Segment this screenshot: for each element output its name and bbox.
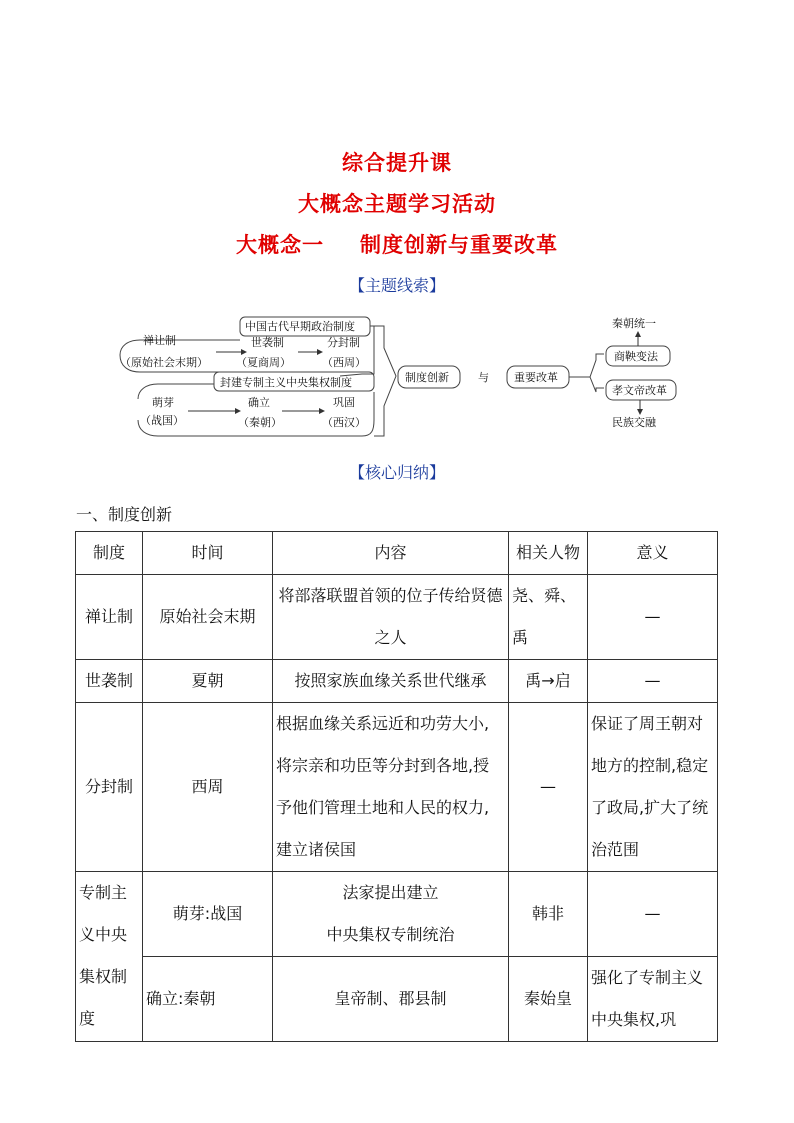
ethnic-fusion-label: 民族交融 <box>612 416 656 429</box>
header-cell: 制度 <box>76 532 143 575</box>
table-header-row <box>76 532 718 575</box>
table-cell: 将部落联盟首领的位子传给贤德之人 <box>273 575 509 660</box>
table-cell: 秦始皇 <box>509 957 588 1042</box>
table-cell: 保证了周王朝对地方的控制,稳定了政局,扩大了统治范围 <box>588 703 718 872</box>
table-cell: 分封制 <box>76 703 143 872</box>
concept-name: 制度创新与重要改革 <box>360 233 558 257</box>
table-cell: — <box>588 872 718 957</box>
table-cell: 世袭制 <box>76 660 143 703</box>
chanrang-label: 禅让制 <box>143 334 176 347</box>
concept-title <box>0 229 794 259</box>
table-cell: 确立:秦朝 <box>143 957 273 1042</box>
table-cell: 专制主义中央集权制度 <box>76 872 143 1042</box>
table-cell: 皇帝制、郡县制 <box>273 957 509 1042</box>
content-line: 中央集权专制统治 <box>326 925 455 944</box>
table-cell: 夏朝 <box>143 660 273 703</box>
table-cell: 强化了专制主义中央集权,巩 <box>588 957 718 1042</box>
shixi-label: 世袭制 <box>251 336 284 349</box>
gonggu-label: 巩固 <box>333 396 355 409</box>
table-cell: 禅让制 <box>76 575 143 660</box>
innovation-label: 制度创新 <box>405 371 449 384</box>
table-row <box>76 957 718 1042</box>
table-row <box>76 575 718 660</box>
content-line: 法家提出建立 <box>342 883 439 902</box>
theme-thread-heading: 【主题线索】 <box>348 276 445 295</box>
table-cell: 韩非 <box>509 872 588 957</box>
header-cell: 内容 <box>273 532 509 575</box>
header-cell: 相关人物 <box>509 532 588 575</box>
activity-title: 大概念主题学习活动 <box>298 192 496 216</box>
chanrang-time: （原始社会末期） <box>120 356 208 369</box>
table-cell: 根据血缘关系远近和功劳大小,将宗亲和功臣等分封到各地,授予他们管理土地和人民的权力,建立诸侯国 <box>273 703 509 872</box>
header-cell: 意义 <box>588 532 718 575</box>
system-innovation-table <box>75 531 718 1042</box>
fenfeng-label: 分封制 <box>327 336 360 349</box>
mengya-time: （战国） <box>140 414 184 427</box>
table-row <box>76 872 718 957</box>
table-cell: 西周 <box>143 703 273 872</box>
and-label: 与 <box>478 371 489 384</box>
table-cell: — <box>509 703 588 872</box>
queli-label: 确立 <box>248 396 270 409</box>
qin-unify-label: 秦朝统一 <box>612 317 656 330</box>
section-one-heading: 一、制度创新 <box>76 505 173 524</box>
feudal-system-label: 封建专制主义中央集权制度 <box>220 376 352 389</box>
table-row <box>76 703 718 872</box>
reform-label: 重要改革 <box>514 371 558 384</box>
shangyang-label: 商鞅变法 <box>614 350 658 363</box>
table-cell: 原始社会末期 <box>143 575 273 660</box>
table-cell: 按照家族血缘关系世代继承 <box>273 660 509 703</box>
shixi-time: （夏商周） <box>236 356 291 369</box>
theme-thread-diagram <box>0 300 794 450</box>
gonggu-time: （西汉） <box>322 416 366 429</box>
table-cell: — <box>588 660 718 703</box>
table-cell: — <box>588 575 718 660</box>
table-cell: 禹→启 <box>509 660 588 703</box>
header-cell: 时间 <box>143 532 273 575</box>
early-system-label: 中国古代早期政治制度 <box>245 320 355 333</box>
table-row <box>76 660 718 703</box>
course-title: 综合提升课 <box>342 151 452 175</box>
queli-time: （秦朝） <box>238 416 282 429</box>
table-cell <box>273 872 509 957</box>
table-cell: 尧、舜、禹 <box>509 575 588 660</box>
table-cell: 萌芽:战国 <box>143 872 273 957</box>
fenfeng-time: （西周） <box>322 356 366 369</box>
mengya-label: 萌芽 <box>152 396 174 409</box>
concept-label: 大概念一 <box>236 233 324 257</box>
xiaowen-label: 孝文帝改革 <box>612 384 667 397</box>
core-summary-heading: 【核心归纳】 <box>348 463 445 482</box>
